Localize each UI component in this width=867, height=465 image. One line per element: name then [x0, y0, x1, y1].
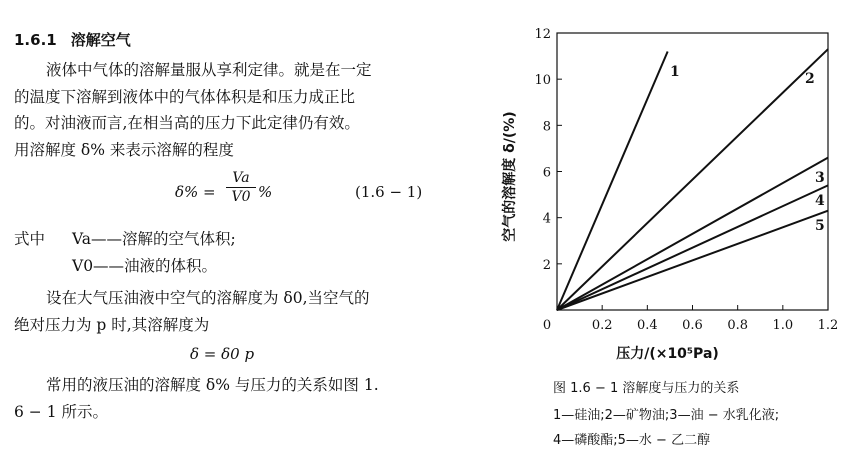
y-tick-label: 8 [542, 119, 551, 135]
x-tick-label: 0 [542, 318, 552, 333]
series-line-4 [557, 185, 828, 310]
x-axis-label: 压力/(×10⁵Pa) [616, 346, 719, 362]
section-number: 1.6.1 [14, 31, 57, 49]
x-tick-label: 0.2 [591, 318, 613, 333]
paragraph-1-line: 的温度下溶解到液体中的气体体积是和压力成正比 [14, 87, 356, 106]
where-prefix: 式中 [14, 230, 46, 248]
figure-caption-title: 图 1.6 − 1 溶解度与压力的关系 [553, 381, 740, 396]
x-tick-label: 0.8 [727, 318, 749, 333]
paragraph-3-line: 6 − 1 所示。 [14, 402, 108, 421]
formula-1-unit: % [258, 183, 273, 201]
series-label-3: 3 [815, 170, 825, 186]
series-label-4: 4 [815, 193, 825, 209]
x-tick-label: 1.0 [772, 318, 794, 333]
chart-lines [557, 49, 828, 310]
paragraph-1-line: 液体中气体的溶解量服从享利定律。就是在一定 [46, 61, 372, 79]
paragraph-3-line: 常用的液压油的溶解度 δ% 与压力的关系如图 1. [46, 376, 379, 394]
chart-axes [557, 33, 828, 310]
series-line-1 [557, 51, 668, 310]
paragraph-1-line: 用溶解度 δ% 来表示溶解的程度 [14, 140, 234, 159]
formula-1-denominator: V0 [231, 189, 251, 205]
y-axis-label: 空气的溶解度 δ/(%) [502, 111, 518, 242]
x-tick-label: 1.2 [817, 318, 839, 333]
plot-frame [557, 33, 828, 310]
y-tick-label: 12 [534, 27, 551, 42]
y-tick-label: 4 [542, 211, 551, 227]
paragraph-2-line: 设在大气压油液中空气的溶解度为 δ0,当空气的 [46, 289, 370, 307]
series-line-5 [557, 211, 828, 310]
series-label-5: 5 [815, 218, 825, 234]
x-tick-label: 0.6 [682, 318, 703, 333]
where-line-2: V0——油液的体积。 [72, 257, 218, 275]
paragraph-2-line: 绝对压力为 p 时,其溶解度为 [14, 315, 210, 334]
series-label-2: 2 [805, 71, 815, 87]
figure-caption-legend-1: 1—硅油;2—矿物油;3—油 − 水乳化液; [553, 408, 780, 423]
y-tick-label: 6 [542, 165, 551, 181]
formula-1-lhs: δ% = [175, 183, 216, 201]
formula-2: δ = δ0 p [190, 345, 255, 363]
figure-caption-legend-2: 4—磷酸酯;5—水 − 乙二醇 [553, 433, 711, 448]
x-tick-label: 0.4 [636, 318, 658, 333]
paragraph-1-line: 的。对油液而言,在相当高的压力下此定律仍有效。 [14, 114, 360, 132]
y-tick-label: 2 [542, 257, 551, 273]
y-tick-label: 10 [534, 73, 551, 89]
formula-1-numerator: Va [232, 170, 250, 186]
formula-1-label: (1.6 − 1) [355, 183, 423, 201]
section-title: 溶解空气 [70, 31, 131, 49]
where-line-1: Va——溶解的空气体积; [72, 230, 236, 248]
series-label-1: 1 [670, 64, 680, 80]
